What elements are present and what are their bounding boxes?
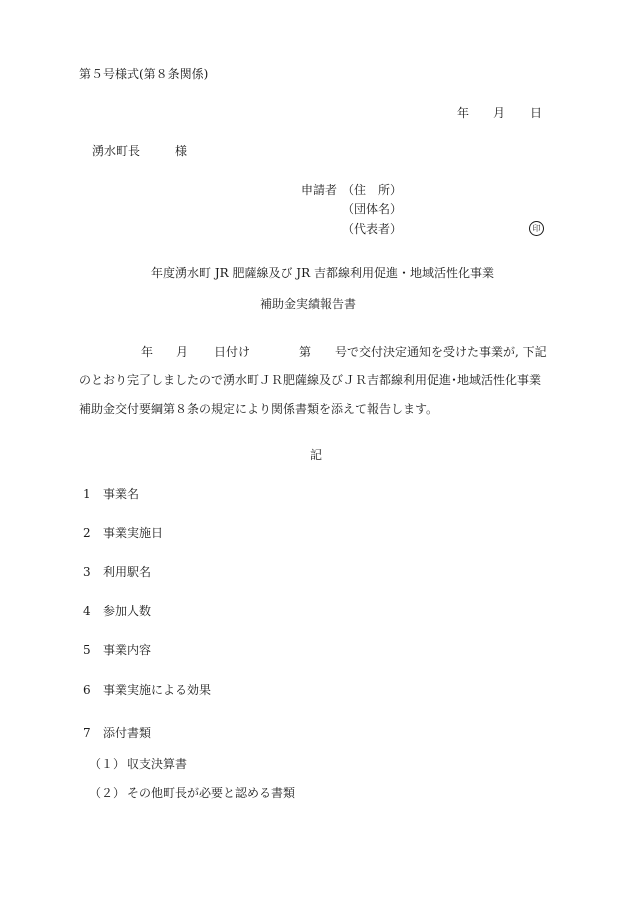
- item-label: 添付書類: [103, 726, 152, 740]
- body-day-suffix: 日付け: [214, 345, 251, 359]
- attachment-number: （１）: [89, 757, 126, 771]
- item-label: 参加人数: [103, 604, 152, 618]
- attachment-label: 収支決算書: [127, 757, 188, 771]
- item-label: 利用駅名: [103, 565, 152, 579]
- applicant-group-label: （団体名）: [342, 202, 403, 216]
- body-number-prefix: 第: [299, 345, 312, 359]
- body-year: 年: [141, 345, 154, 359]
- item-label: 事業名: [103, 487, 140, 501]
- item-number: 5: [83, 643, 91, 657]
- title-line-1: 年度湧水町 JR 肥薩線及び JR 吉都線利用促進・地域活性化事業: [151, 266, 494, 280]
- item-number: 1: [83, 487, 91, 501]
- body-line-2: のとおり完了しましたので湧水町ＪＲ肥薩線及びＪＲ吉都線利用促進･地域活性化事業: [79, 373, 542, 387]
- attachment-label: その他町長が必要と認める書類: [127, 786, 296, 800]
- date-day: 日: [530, 106, 543, 120]
- item-number: 2: [83, 526, 91, 540]
- date-month: 月: [493, 106, 506, 120]
- seal-mark: 印: [529, 221, 544, 236]
- applicant-representative-label: （代表者）: [342, 222, 403, 236]
- date-year: 年: [457, 106, 470, 120]
- form-label: 第５号様式(第８条関係): [79, 67, 209, 81]
- addressee-honorific: 様: [175, 144, 188, 158]
- body-month: 月: [176, 345, 189, 359]
- item-number: 4: [83, 604, 91, 618]
- item-label: 事業内容: [103, 643, 152, 657]
- title-line-2: 補助金実績報告書: [260, 297, 357, 311]
- applicant-address-label: （住 所）: [342, 183, 403, 197]
- item-label: 事業実施日: [103, 526, 164, 540]
- item-number: 6: [83, 683, 91, 697]
- item-number: 7: [83, 726, 91, 740]
- applicant-label: 申請者: [301, 183, 338, 197]
- item-label: 事業実施による効果: [103, 683, 212, 697]
- attachment-number: （２）: [89, 786, 126, 800]
- ki-heading: 記: [310, 448, 323, 462]
- body-line-3: 補助金交付要綱第８条の規定により関係書類を添えて報告します。: [79, 402, 439, 416]
- item-number: 3: [83, 565, 91, 579]
- body-line-1-tail: 号で交付決定通知を受けた事業が, 下記: [335, 345, 547, 359]
- addressee-name: 湧水町長: [92, 144, 141, 158]
